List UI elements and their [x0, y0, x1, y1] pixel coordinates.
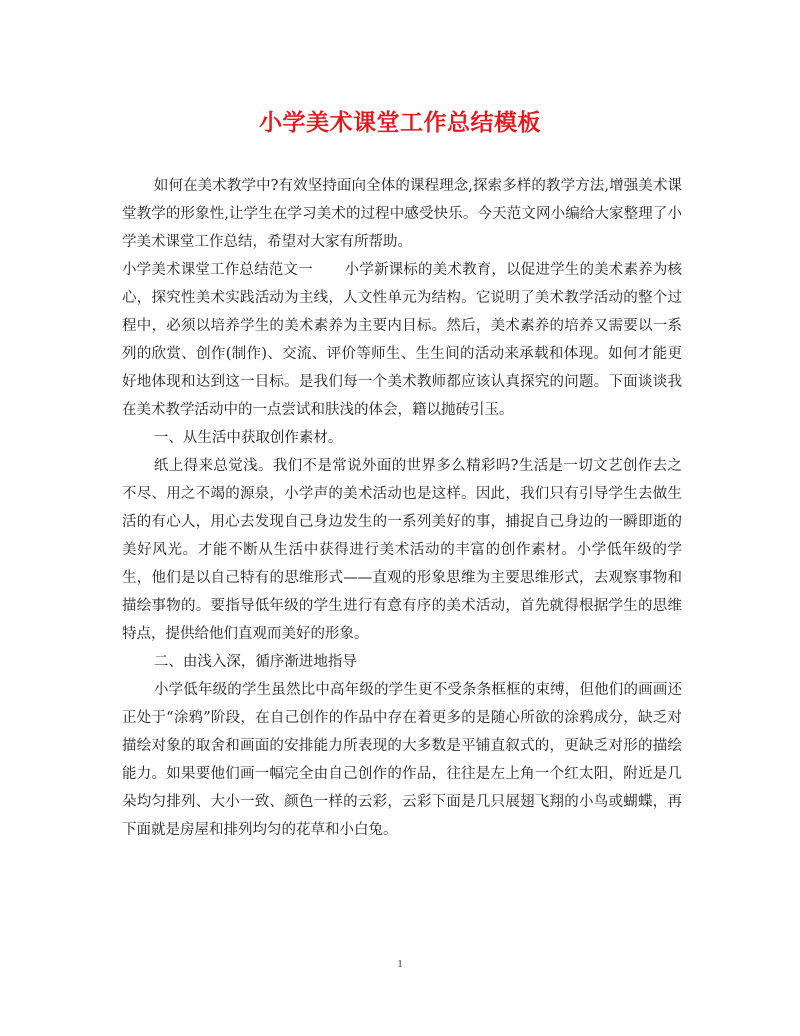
fanwen-text: 小学新课标的美术教育，以促进学生的美术素养为核心，探究性美术实践活动为主线，人文性单元为结构。它说明了美术教学活动的整个过程中，必须以培养学生的美术素养为主要内目标。然后，美术素养的培养又需要以一系列的欣赏、创作(制作)、交流、评价等师生、生生间的活动来承载和体现。如何才能更好地体现和达到这一目标。是我们每一个美术教师都应该认真探究的问题。下面谈谈我在美术教学活动中的一点尝试和肤浅的体会，籍以抛砖引玉。 [122, 262, 683, 418]
section-heading-1: 一、从生活中获取创作素材。 [153, 430, 343, 446]
page-number: 1 [397, 958, 403, 970]
section-paragraph-2: 小学低年级的学生虽然比中高年级的学生更不受条条框框的束缚，但他们的画画还正处于“涂鸦”阶段，在自己创作的作品中存在着更多的是随心所欲的涂鸦成分，缺乏对描绘对象的取舍和画面的安排能力所表现的大多数是平铺直叙式的，更缺乏对形的描绘能力。如果要他们画一幅完全由自己创作的作品，往往是左上角一个红太阳，附近是几朵均匀排列、大小一致、颜色一样的云彩，云彩下面是几只展翅飞翔的小鸟或蝴蝶，再下面就是房屋和排列均匀的花草和小白兔。 [122, 682, 682, 838]
intro-paragraph: 如何在美术教学中?有效坚持面向全体的课程理念,探索多样的教学方法,增强美术课堂教学的形象性,让学生在学习美术的过程中感受快乐。今天范文网小编给大家整理了小学美术课堂工作总结，希望对大家有所帮助。 [122, 178, 682, 250]
section-paragraph-1: 纸上得来总觉浅。我们不是常说外面的世界多么精彩吗?生活是一切文艺创作去之不尽、用之不竭的源泉，小学声的美术活动也是这样。因此，我们只有引导学生去做生活的有心人，用心去发现自己身边发生的一系列美好的事，捕捉自己身边的一瞬即逝的美好风光。才能不断从生活中获得进行美术活动的丰富的创作素材。小学低年级的学生，他们是以自己特有的思维形式——直观的形象思维为主要思维形式，去观察事物和描绘事物的。要指导低年级的学生进行有意有序的美术活动，首先就得根据学生的思维特点，提供给他们直观而美好的形象。 [122, 458, 682, 642]
fanwen-paragraph [122, 256, 682, 424]
section-heading-2: 二、由浅入深，循序渐进地指导 [153, 654, 357, 670]
fanwen-label: 小学美术课堂工作总结范文一 [122, 262, 313, 278]
document-body [122, 172, 682, 844]
document-title: 小学美术课堂工作总结模板 [259, 109, 541, 136]
